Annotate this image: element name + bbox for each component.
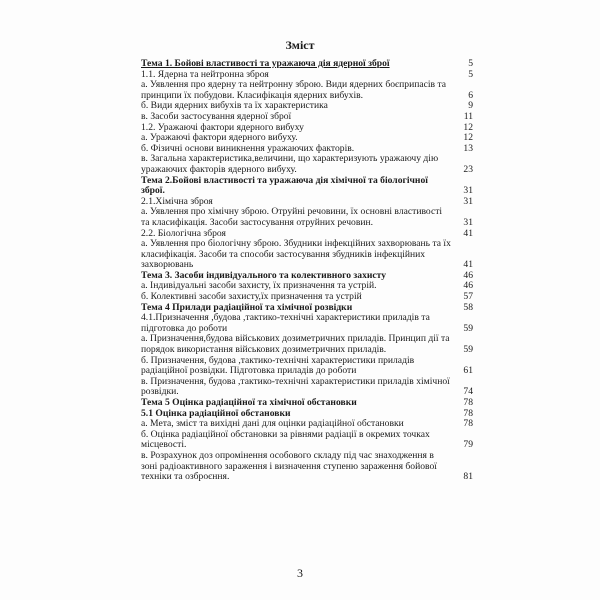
toc-entry-title: а. Уявлення про біологічну зброю. Збудники інфекційних захворювань та їх класифікація. Засоби та способи застосування збудників інфекційних захворювань — [141, 238, 451, 271]
toc-entry-title: б. Види ядерних вибухів та їх характеристика — [141, 100, 328, 112]
toc-entry-title: б. Фізичні основи виникнення уражаючих факторів. — [141, 142, 355, 154]
toc-entry — [141, 377, 473, 398]
toc-entry-title: 2.2. Біологічна зброя — [141, 227, 226, 239]
toc-entry-page: 46 — [463, 269, 473, 281]
toc-entry-page: 78 — [463, 397, 473, 408]
toc-entry-page: 79 — [463, 439, 473, 451]
toc-entry-page: 5 — [468, 68, 473, 80]
toc-entry-title: а. Мета, зміст та вихідні дані для оцінки радіаційної обстановки — [141, 418, 404, 430]
toc-entry-title: 1.1. Ядерна та нейтронна зброя — [141, 68, 269, 80]
toc-entry — [141, 154, 473, 175]
toc-entry-page: 59 — [463, 344, 473, 356]
toc-entry-page: 31 — [463, 216, 473, 228]
toc-entry-title: Тема 3. Засоби індивідуального та колективного захисту — [141, 269, 387, 281]
toc-entry-title: а. Уявлення про хімічну зброю. Отруйні речовини, їх основні властивості та класифікація. Засоби застосування отруйних речовин. — [141, 206, 443, 228]
toc-entry-title: а. Уражаючі фактори ядерного вибуху. — [141, 132, 298, 144]
toc-entry — [141, 176, 473, 197]
toc-entry — [141, 398, 473, 409]
toc-entry-title: а. Уявлення про ядерну та нейтронну зброю. Види ядерних боєприпасів та принципи їх побудови. Класифікація ядерних вибухів. — [141, 79, 447, 101]
toc-entry-title: Тема 5 Оцінка радіаційної та хімічної обстановки — [141, 397, 357, 408]
toc-entry-page: 12 — [463, 121, 473, 133]
toc-entry-title: в. Призначення, будова ,тактико-технічні характеристики приладів хімічної розвідки. — [141, 375, 450, 398]
toc-entry — [141, 430, 473, 451]
toc-entry-title: Тема 1. Бойові властивості та уражаюча дія ядерної зброї — [141, 58, 390, 69]
toc-entry-title: Тема 4 Прилади радіаційної та хімічної розвідки — [141, 301, 353, 313]
toc-entry-page: 78 — [463, 418, 473, 430]
toc-entry-page: 41 — [463, 227, 473, 239]
toc-entry-title: б. Оцінка радіаційної обстановки за рівнями радіації в окремих точках місцевості. — [141, 428, 430, 451]
toc-entry-page: 57 — [463, 291, 473, 303]
toc-entry-page: 31 — [463, 185, 473, 197]
page-number: 3 — [297, 566, 303, 580]
toc-entry — [141, 80, 473, 101]
toc-entry-title: 1.2. Уражаючі фактори ядерного вибуху — [141, 121, 304, 133]
table-of-contents — [141, 59, 473, 483]
toc-entry-page: 23 — [463, 163, 473, 175]
toc-entry-page: 31 — [463, 195, 473, 207]
toc-entry-page: 46 — [463, 280, 473, 292]
toc-entry-page: 5 — [468, 58, 473, 69]
toc-entry-title: 2.1.Хімічна зброя — [141, 195, 213, 207]
toc-entry-title: 4.1.Призначення ,будова ,тактико-технічні характеристики приладів та підготовка до роботи — [141, 312, 430, 334]
toc-entry-page: 13 — [463, 142, 473, 154]
toc-entry — [141, 356, 473, 377]
toc-entry-title: в. Розрахунок доз опромінення особового складу під час знаходження в зоні радіоактивного зараження і визначення ступеню зараження бойової техніки та озброєння. — [141, 449, 437, 483]
toc-entry-page: 41 — [463, 259, 473, 271]
toc-entry — [141, 112, 473, 123]
toc-entry — [141, 239, 473, 271]
toc-entry — [141, 313, 473, 334]
toc-entry-title: 5.1 Оцінка радіаційної обстановки — [141, 407, 291, 419]
toc-entry-page: 12 — [463, 132, 473, 144]
toc-entry-page: 58 — [463, 301, 473, 313]
toc-entry-title: а. Призначення,будова військових дозиметричних приладів. Принцип дії та порядок використання військових дозиметричних приладів. — [141, 333, 450, 356]
toc-entry-title: в. Засоби застосування ядерної зброї — [141, 110, 292, 122]
toc-entry-page: 9 — [468, 100, 473, 112]
toc-entry-page: 6 — [468, 89, 473, 101]
page-title: Зміст — [285, 38, 315, 52]
toc-entry-title: Тема 2.Бойові властивості та уражаюча дія хімічної та біологічної зброї. — [141, 174, 428, 197]
toc-entry-page: 74 — [463, 386, 473, 398]
toc-entry — [141, 207, 473, 228]
toc-entry-page: 61 — [463, 365, 473, 377]
toc-entry-page: 59 — [463, 322, 473, 334]
toc-entry-page: 81 — [463, 471, 473, 483]
toc-entry — [141, 451, 473, 483]
toc-entry-page: 11 — [463, 110, 473, 122]
toc-entry — [141, 59, 473, 70]
toc-entry-title: в. Загальна характеристика,величини, що характеризують уражаючу дію уражаючих факторів ядерного вибуху. — [141, 153, 439, 175]
toc-entry-title: б. Призначення, будова ,тактико-технічні характеристики приладів радіаційної розвідки. Підготовка приладів до роботи — [141, 354, 415, 377]
toc-entry — [141, 334, 473, 355]
toc-entry-title: б. Колективні засоби захисту,їх призначення та устрій — [141, 291, 362, 303]
toc-entry-title: а. Індивідуальні засоби захисту, їх призначення та устрій. — [141, 280, 377, 292]
toc-entry-page: 78 — [463, 407, 473, 419]
